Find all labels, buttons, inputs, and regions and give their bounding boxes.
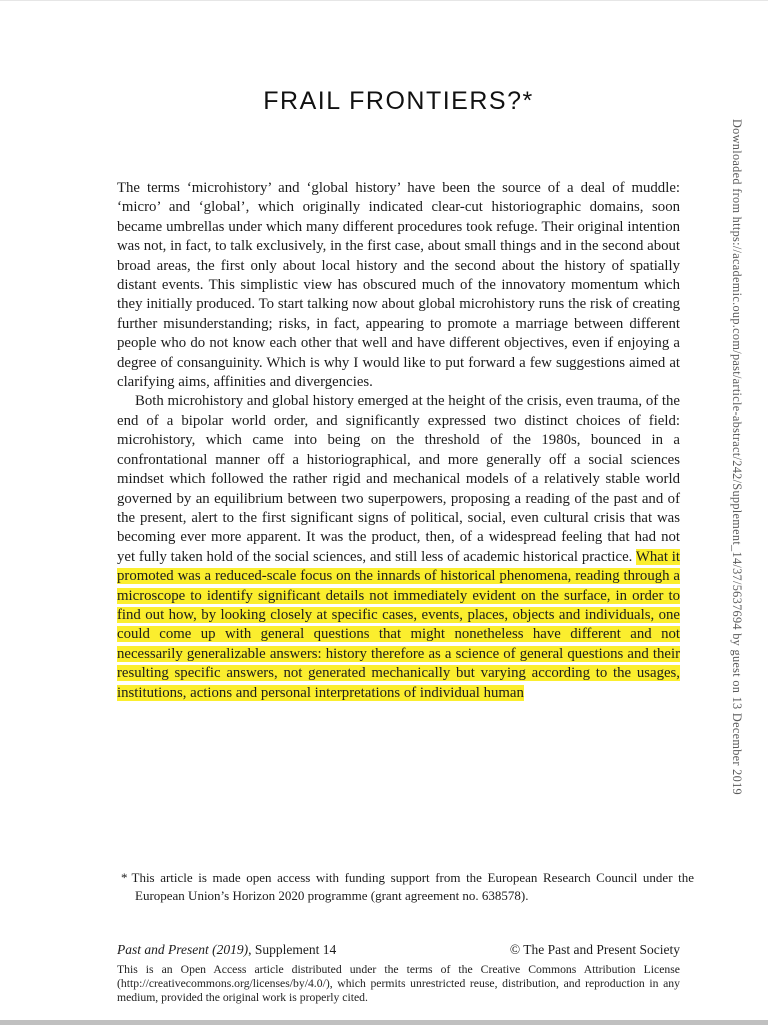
footnote	[121, 869, 694, 904]
paragraph-2-highlighted-text: What it promoted was a reduced-scale focus on the innards of historical phenomena, reading through a microscope to identify significant details not immediately evident on the surface, in order to find out how, by looking closely at specific cases, events, places, objects and individuals, one could come up with general questions that might nonetheless have different and not necessarily generalizable answers: history therefore as a science of general questions and their resulting specific answers, not generated mechanically but varying according to the usages, institutions, actions and personal interpretations of individual human	[117, 548, 680, 701]
footnote-text: This article is made open access with funding support from the European Research Council under the European Union’s Horizon 2020 programme (grant agreement no. 638578).	[131, 870, 694, 903]
license-text: This is an Open Access article distributed under the terms of the Creative Commons Attribution License (http://creativecommons.org/licenses/by/4.0/), which permits unrestricted reuse, distribution, and reproduction in any medium, provided the original work is properly cited.	[117, 963, 680, 1004]
footnote-marker: *	[121, 870, 128, 885]
article-body	[117, 179, 680, 703]
paragraph-2-text: Both microhistory and global history emerged at the height of the crisis, even trauma, of the end of a bipolar world order, and significantly expressed two distinct choices of field: microhistory, which came into being on the threshold of the 1980s, bounced in a confrontational manner off a historiographical, and more generally off a social sciences mindset which followed the rather rigid and mechanical models of a relatively stable world governed by an equilibrium between two superpowers, proposing a reading of the past and of the present, alert to the first significant signs of political, social, even cultural crisis that was becoming ever more apparent. It was the product, then, of a widespread feeling that had not yet fully taken hold of the social sciences, and still less of academic historical practice.	[117, 393, 680, 565]
page-bottom-edge	[0, 1020, 768, 1025]
paragraph-1-text: The terms ‘microhistory’ and ‘global history’ have been the source of a deal of muddle: ‘micro’ and ‘global’, which originally indicated clear-cut historiographic domains, soon became umbrellas under which many different procedures took refuge. Their original intention was not, in fact, to talk exclusively, in the first case, about small things and in the second about broad areas, the first only about local history and the second about the history of spatially distant events. This simplistic view has obscured much of the innovatory momentum which they initially produced. To start talking now about global microhistory runs the risk of creating further misunderstanding; risks, in fact, appearing to promote a marriage between different people who do not know each other that well and have different objectives, even if enjoying a degree of consanguinity. Which is why I would like to put forward a few suggestions aimed at clarifying aims, affinities and divergencies.	[117, 180, 680, 391]
download-watermark: Downloaded from https://academic.oup.com/past/article-abstract/242/Supplement_14/37/5637694 by guest on 13 December 2019	[730, 119, 744, 795]
journal-name: Past and Present (2019)	[117, 942, 249, 957]
paragraph-1	[117, 179, 680, 392]
paragraph-2	[117, 392, 680, 703]
journal-footer-line	[117, 942, 680, 958]
journal-supplement: , Supplement 14	[248, 942, 337, 957]
copyright-notice: © The Past and Present Society	[509, 942, 680, 957]
article-title: FRAIL FRONTIERS?*	[263, 87, 534, 115]
journal-citation	[117, 942, 336, 958]
